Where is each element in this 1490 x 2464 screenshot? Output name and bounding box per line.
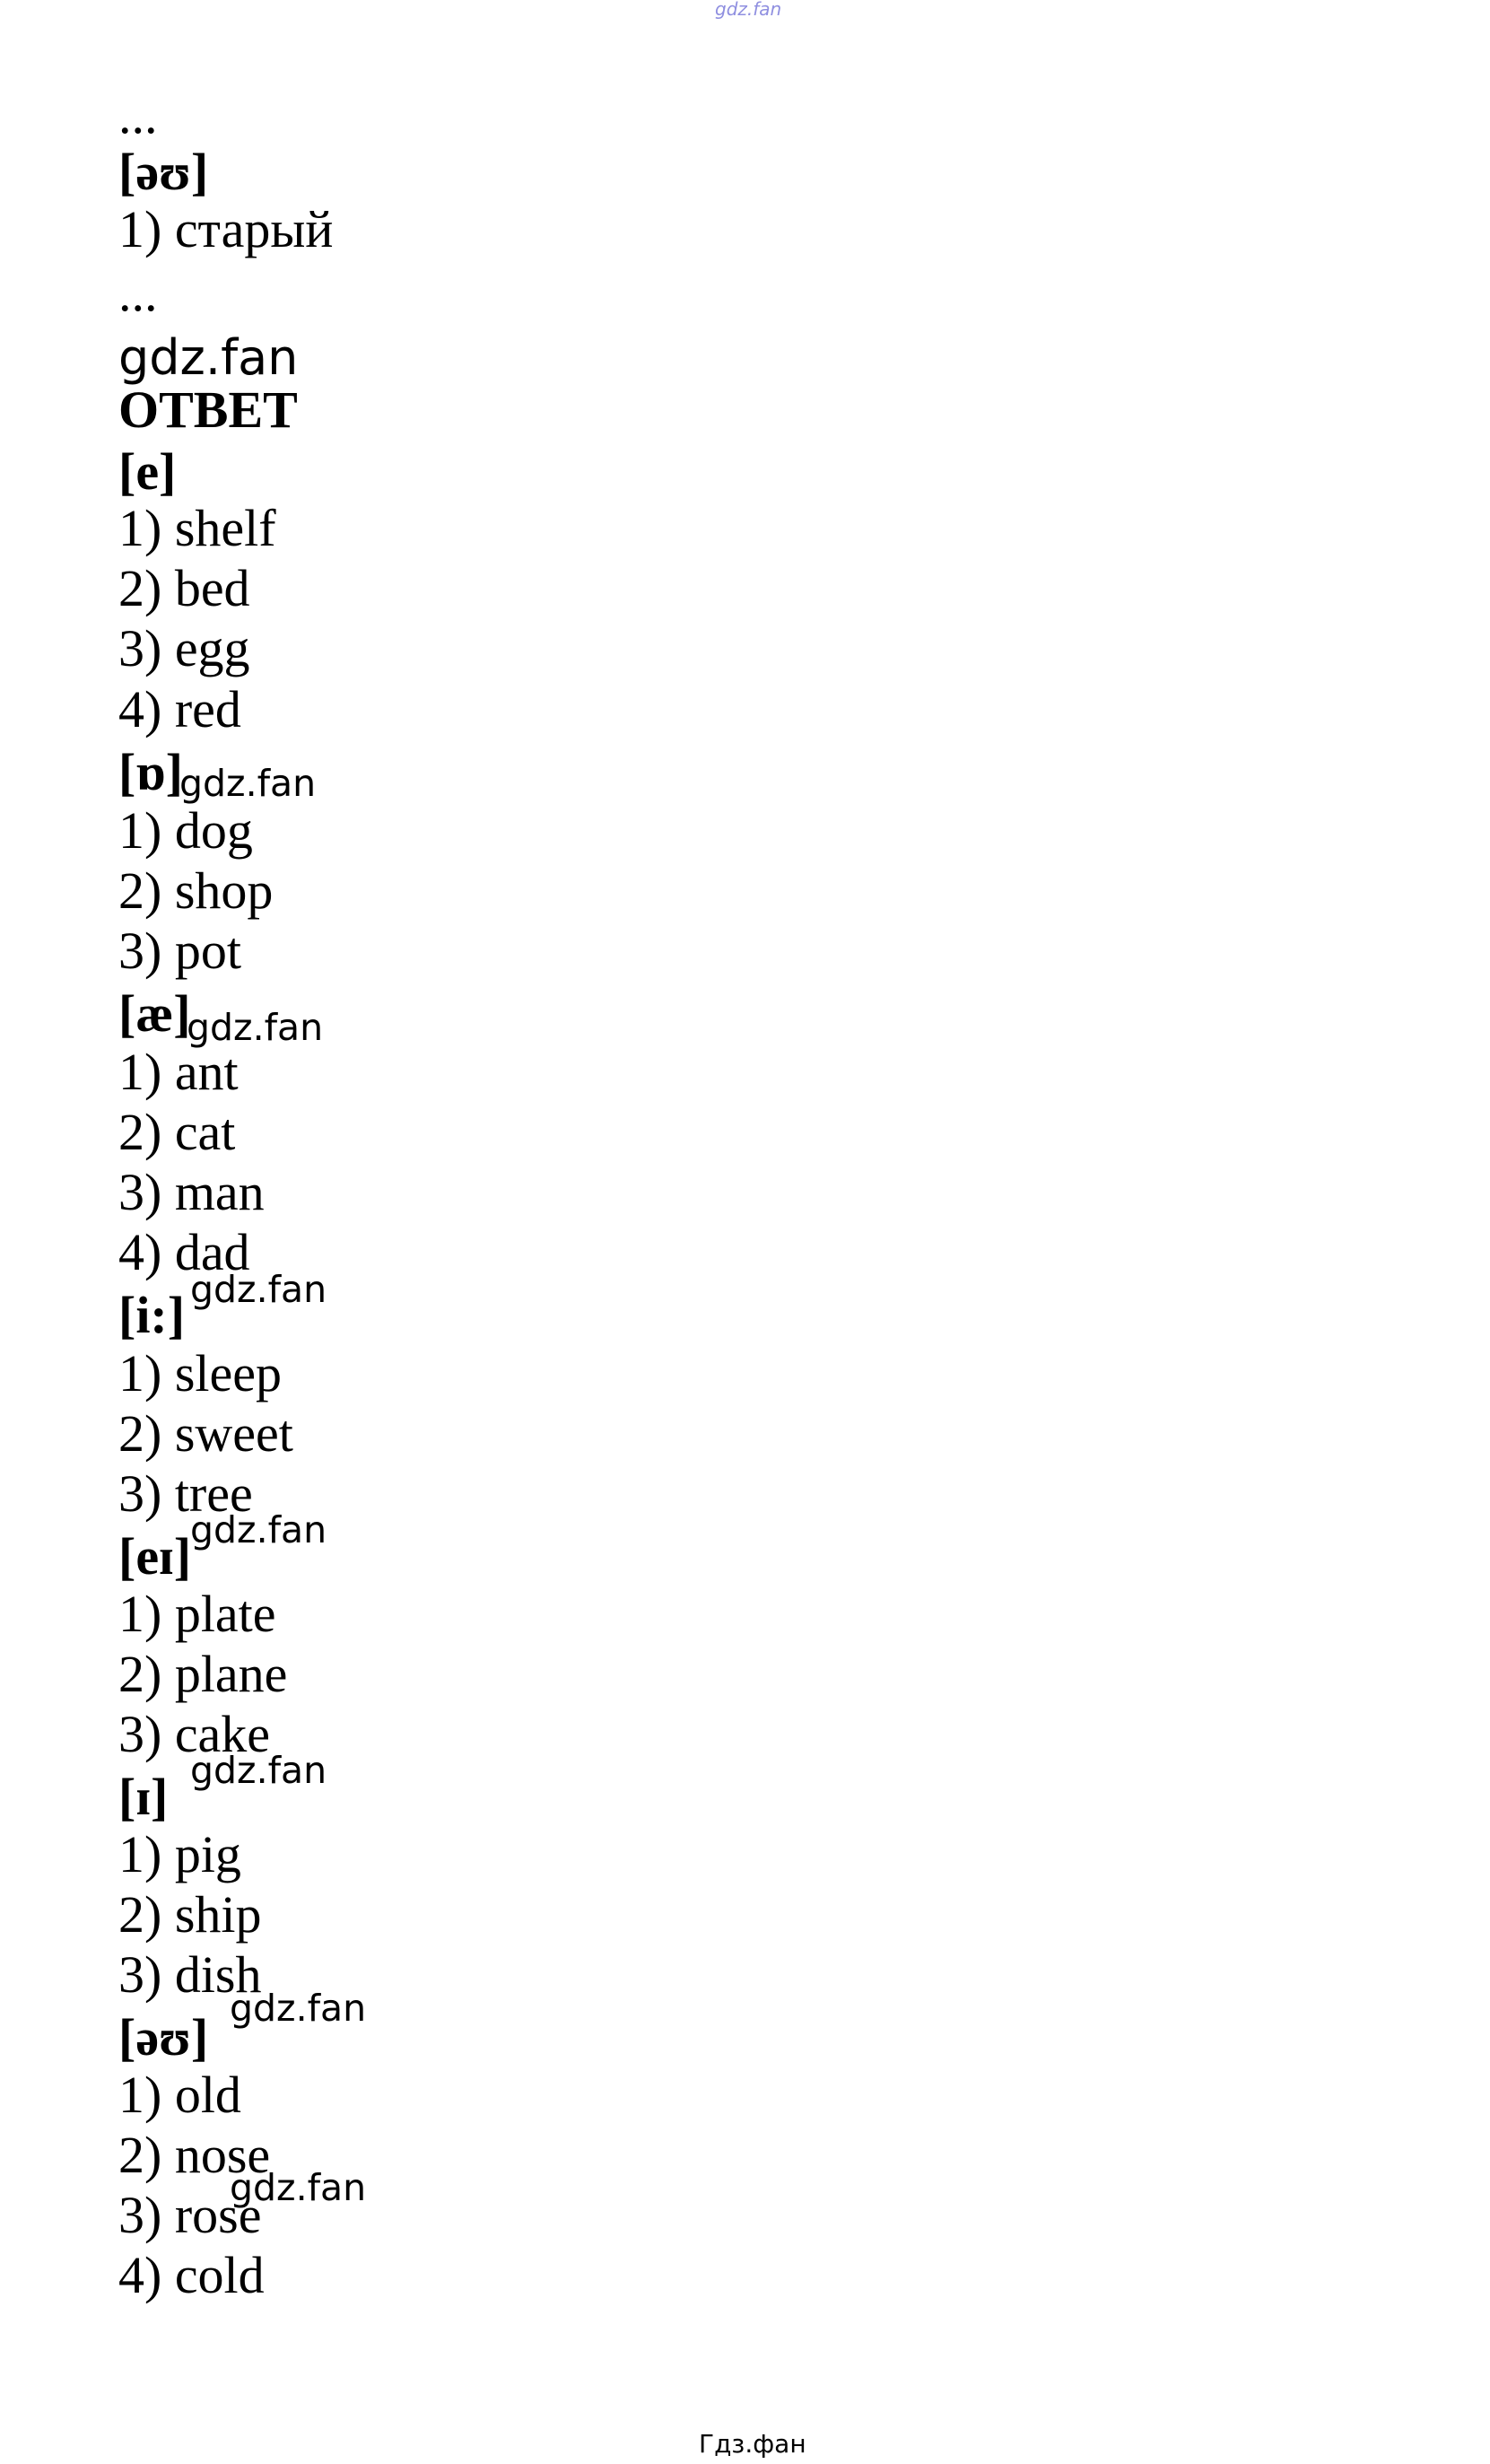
header-watermark: gdz.fan xyxy=(715,0,782,20)
word-item: 1) shelf xyxy=(118,499,276,557)
word-item: 2) sweet xyxy=(118,1404,293,1463)
intro-ellipsis-top: ... xyxy=(118,86,158,144)
word-item: 1) plate xyxy=(118,1585,276,1643)
word-item: 1) pig xyxy=(118,1825,241,1883)
footer-label: Гдз.фан xyxy=(699,2429,806,2459)
section-sound: [e] xyxy=(118,442,177,501)
watermark: gdz.fan xyxy=(190,1508,327,1551)
watermark: gdz.fan xyxy=(230,1987,367,2030)
watermark: gdz.fan xyxy=(179,762,317,805)
section-sound: [eɪ] xyxy=(118,1527,192,1586)
word-item: 3) pot xyxy=(118,922,241,980)
intro-sound: [əʊ] xyxy=(118,143,209,201)
word-item: 2) ship xyxy=(118,1885,262,1944)
watermark: gdz.fan xyxy=(230,2166,367,2209)
section-sound: [ɪ] xyxy=(118,1768,169,1826)
section-sound: [æ] xyxy=(118,984,191,1043)
word-item: 1) dog xyxy=(118,801,253,860)
watermark: gdz.fan xyxy=(187,1006,324,1049)
word-item: 2) plane xyxy=(118,1645,288,1703)
word-item: 3) man xyxy=(118,1163,265,1221)
word-item: 2) nose xyxy=(118,2126,271,2184)
word-item: 3) tree xyxy=(118,1464,253,1523)
word-item: 3) rose xyxy=(118,2186,262,2244)
intro-ellipsis-bottom: ... xyxy=(118,264,158,322)
word-item: 1) sleep xyxy=(118,1344,282,1402)
word-item: 3) cake xyxy=(118,1705,271,1763)
word-item: 2) bed xyxy=(118,559,250,617)
word-item: 2) cat xyxy=(118,1103,236,1161)
answer-heading: ОТВЕТ xyxy=(118,380,298,439)
word-item: 2) shop xyxy=(118,861,274,920)
word-item: 3) egg xyxy=(118,619,250,677)
word-item: 4) red xyxy=(118,680,241,738)
section-sound: [əʊ] xyxy=(118,2008,209,2066)
watermark: gdz.fan xyxy=(190,1749,327,1792)
word-item: 4) cold xyxy=(118,2246,265,2304)
word-item: 3) dish xyxy=(118,1945,262,2004)
word-item: 1) old xyxy=(118,2066,241,2124)
section-sound: [ɒ] xyxy=(118,743,183,801)
word-item: 1) ant xyxy=(118,1043,239,1101)
watermark: gdz.fan xyxy=(190,1268,327,1311)
section-sound: [i:] xyxy=(118,1286,186,1344)
intro-translation: 1) старый xyxy=(118,200,334,258)
site-label: gdz.fan xyxy=(118,329,299,386)
word-item: 4) dad xyxy=(118,1223,250,1281)
